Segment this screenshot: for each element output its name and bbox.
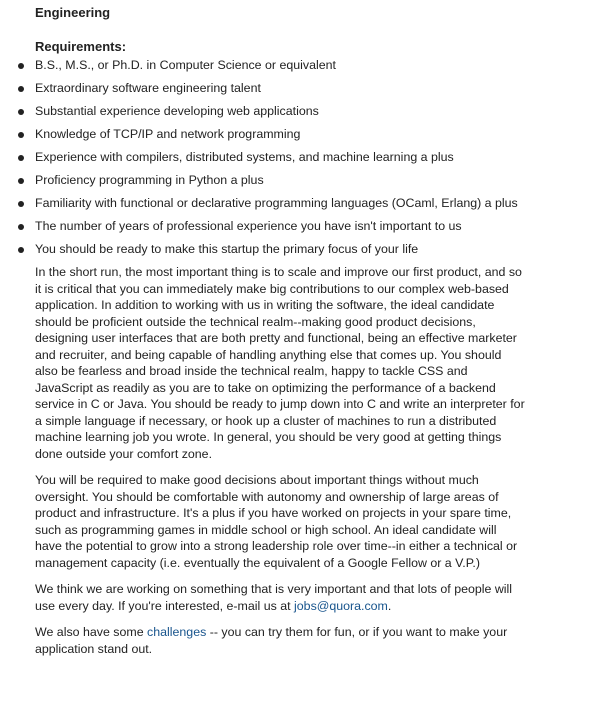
- email-link[interactable]: jobs@quora.com: [294, 598, 388, 613]
- requirement-text: Knowledge of TCP/IP and network programming: [35, 127, 301, 141]
- requirement-text: You should be ready to make this startup the primary focus of your life: [35, 242, 419, 256]
- requirement-text: Experience with compilers, distributed systems, and machine learning a plus: [35, 150, 454, 164]
- list-item: [35, 126, 525, 143]
- bullet-icon: [18, 224, 24, 230]
- list-item: [35, 195, 525, 212]
- paragraph-decisions: You will be required to make good decisions about important things without much oversight. You should be comfortable with autonomy and ownership of large areas of product and infrastructure. It's a plus if you have worked on projects in your spare time, such as programming games in middle school or high school. An ideal candidate will have the potential to grow into a strong leadership role over time--in either a technical or management capacity (i.e. eventually the equivalent of a Google Fellow or a V.P.): [35, 473, 518, 570]
- bullet-icon: [18, 63, 24, 69]
- challenges-link[interactable]: challenges: [147, 625, 207, 639]
- bullet-icon: [18, 132, 24, 138]
- bullet-icon: [18, 178, 24, 184]
- bullet-icon: [18, 109, 24, 115]
- requirement-text: Familiarity with functional or declarative programming languages (OCaml, Erlang) a plus: [35, 196, 518, 210]
- bullet-icon: [18, 247, 24, 253]
- challenges-text: We also have some: [35, 625, 148, 639]
- bullet-icon: [18, 155, 24, 161]
- bullet-icon: [18, 201, 24, 207]
- requirement-text: Extraordinary software engineering talent: [35, 81, 261, 95]
- list-item: [35, 80, 525, 97]
- paragraph-short-run: In the short run, the most important thing is to scale and improve our first product, and so it is critical that you can immediately make big contributions to our complex web-based application. In addition to working with us in writing the software, the ideal candidate should be proficient outside the technical realm--making good product decisions, designing user interfaces that are both pretty and functional, being an effective marketer and recruiter, and being capable of handling anything else that comes up. You should also be fearless and broad inside the technical realm, happy to tackle CSS and JavaScript as readily as you are to take on optimizing the performance of a backend service in C or Java. You should be ready to jump down into C and write an interpreter for a simple language if necessary, or hook up a cluster of machines to run a distributed machine learning job you wrote. In general, you should be very good at getting things done outside your comfort zone.: [35, 265, 525, 461]
- requirements-label: Requirements:: [35, 39, 127, 54]
- list-item: [35, 103, 525, 120]
- paragraph-contact: [35, 581, 525, 614]
- contact-text: We think we are working on something that is very important and that lots of people will use every day. If you're interested, e-mail us at: [35, 582, 513, 613]
- bullet-icon: [18, 86, 24, 92]
- list-item: [35, 218, 525, 235]
- contact-text-end: .: [387, 598, 392, 613]
- list-item: [35, 149, 525, 166]
- list-item: [35, 57, 525, 74]
- requirements-list: [35, 57, 525, 258]
- requirement-text: B.S., M.S., or Ph.D. in Computer Science or equivalent: [35, 58, 336, 72]
- section-title: Engineering: [35, 5, 111, 20]
- paragraph-challenges: [35, 624, 525, 657]
- requirement-text: Proficiency programming in Python a plus: [35, 173, 264, 187]
- list-item: [35, 172, 525, 189]
- challenges-text-end: -- you can try them for fun, or if you want to make your application stand out.: [35, 625, 508, 656]
- list-item: [35, 241, 525, 258]
- requirement-text: Substantial experience developing web applications: [35, 104, 319, 118]
- requirement-text: The number of years of professional experience you have isn't important to us: [35, 219, 462, 233]
